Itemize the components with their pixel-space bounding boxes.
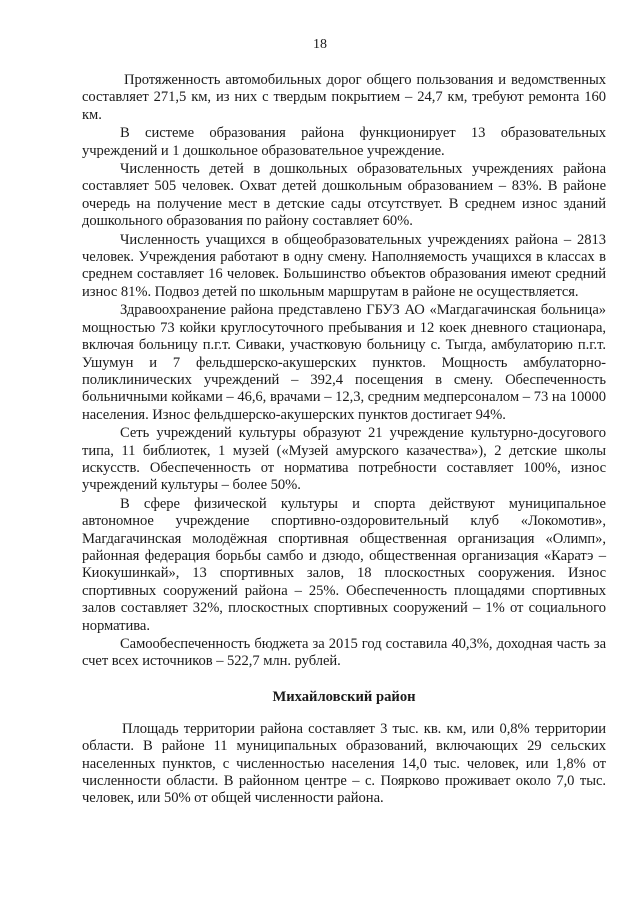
paragraph-schools: Численность учащихся в общеобразовательных учреждениях района – 2813 человек. Учреждения работают в одну смену. Наполняемость учащихся в классах в среднем составляет 16 человек. Большинство объектов образования имеют средний износ 81%. Подвоз детей по школьным маршрутам в районе не осуществляется. xyxy=(82,231,606,300)
section-heading: Михайловский район xyxy=(272,688,416,705)
paragraph-district-area: Площадь территории района составляет 3 тыс. кв. км, или 0,8% территории области. В районе 11 муниципальных образований, включающих 29 сельских населенных пунктов, с численностью населения 14,0 тыс. человек, или 1,8% от численности области. В районном центре – с. Поярково проживает около 7,0 тыс. человек, или 50% от общей численности района. xyxy=(82,720,606,807)
paragraph-healthcare: Здравоохранение района представлено ГБУЗ АО «Магдагачинская больница» мощностью 73 койки круглосуточного пребывания и 12 коек дневного стационара, включая больницу п.г.т. Сиваки, участковую больницу с. Тыгда, амбулаторию п.г.т. Ушумун и 7 фельдшерско-акушерских пунктов. Мощность амбулаторно-поликлинических учреждений – 392,4 посещения в смену. Обеспеченность больничными койками – 46,6, врачами – 12,3, средним медперсоналом – 73 на 10000 населения. Износ фельдшерско-акушерских пунктов достигает 94%. xyxy=(82,302,606,423)
paragraph-budget: Самообеспеченность бюджета за 2015 год составила 40,3%, доходная часть за счет всех источников – 522,7 млн. рублей. xyxy=(82,636,606,670)
paragraph-roads: Протяженность автомобильных дорог общего пользования и ведомственных составляет 271,5 км, из них с твердым покрытием – 24,7 км, требуют ремонта 160 км. xyxy=(82,72,606,123)
paragraph-sport: В сфере физической культуры и спорта действуют муниципальное автономное учреждение спортивно-оздоровительный клуб «Локомотив», Магдагачинская молодёжная спортивная общественная организация «Олимп», районная федерация борьбы самбо и дзюдо, общественная организация «Каратэ – Киокушинкай», 13 спортивных залов, 18 плоскостных сооружения. Износ спортивных сооружений района – 25%. Обеспеченность площадями спортивных залов составляет 32%, плоскостных спортивных сооружений – 1% от социального норматива. xyxy=(82,495,606,634)
page-number: 18 xyxy=(313,37,327,52)
paragraph-preschool: Численность детей в дошкольных образовательных учреждениях района составляет 505 человек. Охват детей дошкольным образованием – 83%. В районе очередь на получение мест в детские сады отсутствует. В среднем износ зданий дошкольного образования по району составляет 60%. xyxy=(82,161,606,230)
paragraph-culture: Сеть учреждений культуры образуют 21 учреждение культурно-досугового типа, 11 библиотек, 1 музей («Музей амурского казачества»), 2 детские школы искусств. Обеспеченность от норматива потребности составляет 100%, износ учреждений культуры – более 50%. xyxy=(82,425,606,494)
paragraph-education-system: В системе образования района функционирует 13 образовательных учреждений и 1 дошкольное образовательное учреждение. xyxy=(82,125,606,159)
